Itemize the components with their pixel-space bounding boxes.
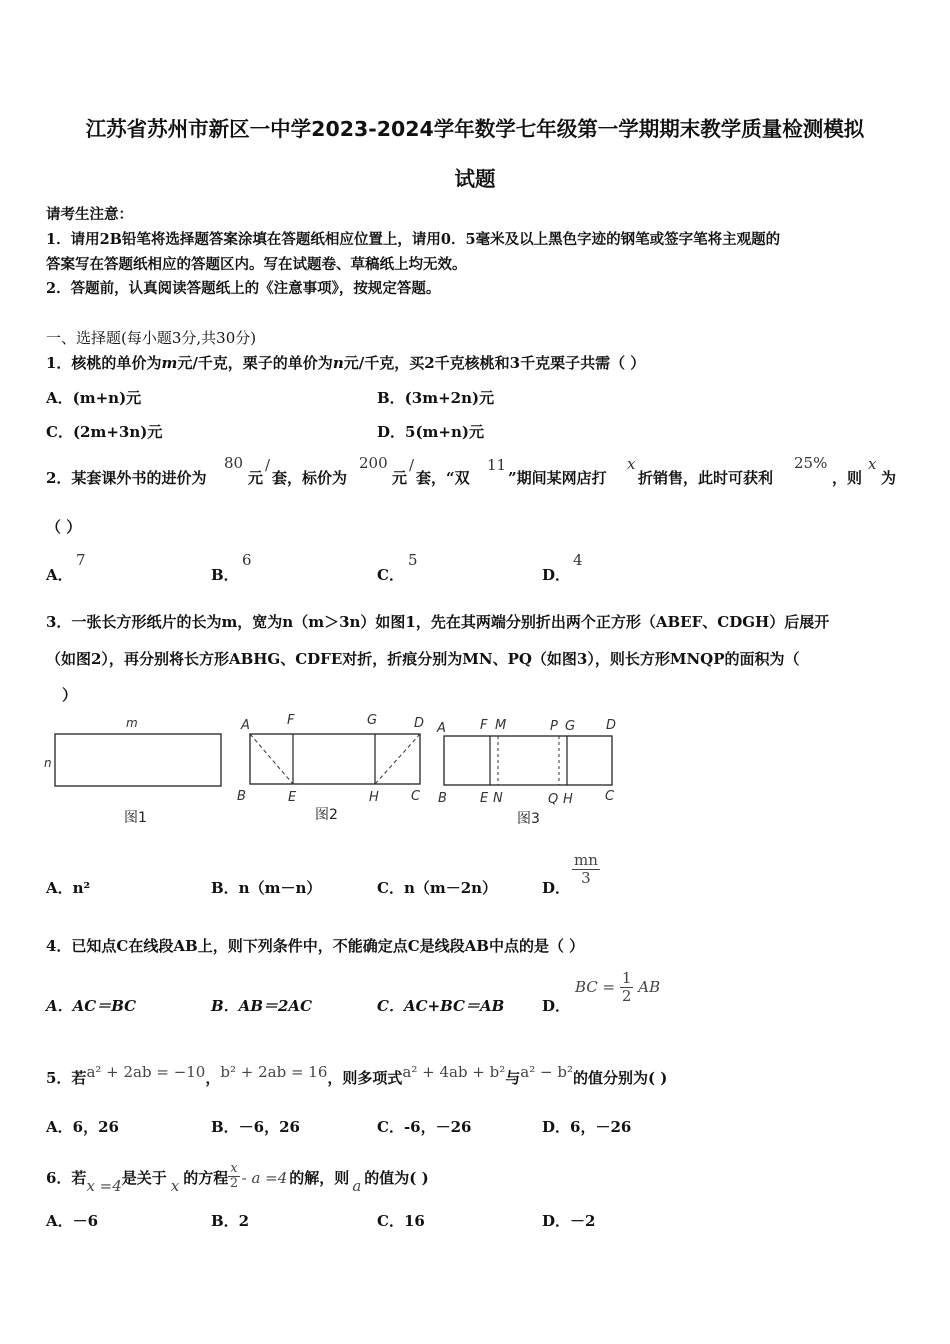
svg-text:F: F: [287, 713, 295, 728]
q3-option-c[interactable]: C．n（m－2n）: [377, 879, 498, 897]
svg-text:B: B: [438, 791, 447, 806]
q5-option-a[interactable]: A．6，26: [46, 1118, 119, 1136]
q1-text-2: 元/千克，栗子的单价为: [177, 354, 333, 372]
q2-option-b-value: 6: [242, 551, 252, 569]
q1-text-1: 1．核桃的单价为: [46, 354, 162, 372]
figure-3-caption: 图3: [517, 811, 540, 827]
q2-option-d[interactable]: [542, 564, 570, 585]
q2-price-200: 200: [359, 454, 388, 472]
q5-text-1: 5．若: [46, 1069, 87, 1087]
q4-option-a[interactable]: A．AC＝BC: [46, 997, 137, 1015]
q2-text-3: 套，标价为: [272, 469, 348, 487]
q6-text-1: 6．若: [46, 1168, 87, 1187]
svg-text:H: H: [563, 792, 573, 807]
svg-text:D: D: [606, 718, 617, 733]
page-title: 江苏省苏州市新区一中学2023-2024学年数学七年级第一学期期末教学质量检测模拟: [85, 117, 865, 141]
q2-var-x1: x: [627, 455, 636, 473]
q3-option-d[interactable]: [542, 877, 570, 898]
q5-text-4: 与: [505, 1069, 521, 1087]
q2-option-a-label: A．: [46, 566, 73, 584]
q2-option-c-label: C．: [377, 566, 404, 584]
q4-d-pre: BC =: [575, 978, 616, 996]
q6-option-c[interactable]: C．16: [377, 1212, 425, 1230]
svg-text:B: B: [237, 789, 246, 804]
notice-item-2: 2．答题前，认真阅读答题纸上的《注意事项》，按规定答题。: [46, 280, 441, 297]
q2-option-a-value: 7: [76, 551, 86, 569]
q2-profit: 25%: [794, 454, 828, 472]
svg-text:E: E: [288, 790, 297, 805]
q4-d-denominator: 2: [621, 986, 632, 1005]
question-3-line-1: 3．一张长方形纸片的长为m，宽为n（m＞3n）如图1，先在其两端分别折出两个正方形（ABEF、CDGH）后展开: [46, 613, 830, 631]
q4-option-c[interactable]: C．AC+BC＝AB: [377, 997, 505, 1015]
q4-option-d[interactable]: [542, 995, 570, 1016]
svg-text:F: F: [480, 718, 488, 733]
q6-option-b[interactable]: B．2: [211, 1212, 250, 1230]
q3-option-a[interactable]: A．n²: [46, 879, 91, 897]
q5-option-c[interactable]: C．-6，－26: [377, 1118, 472, 1136]
q6-option-d[interactable]: D．－2: [542, 1212, 596, 1230]
q1-option-d[interactable]: D．5(m+n)元: [377, 423, 484, 441]
q2-text-8: ，则: [832, 469, 863, 487]
svg-text:D: D: [414, 716, 425, 731]
q2-option-c[interactable]: [377, 564, 404, 585]
figure-2-caption: 图2: [315, 807, 338, 823]
svg-text:C: C: [605, 789, 615, 804]
q3-d-numerator: mn: [574, 851, 598, 869]
q5-text-3: ，则多项式: [327, 1069, 403, 1087]
q1-option-a[interactable]: A．(m+n)元: [46, 389, 142, 407]
q3-option-d-fraction: [572, 852, 600, 886]
q4-d-numerator: 1: [621, 969, 632, 987]
q6-expr-4: a: [352, 1176, 362, 1195]
svg-text:P: P: [550, 719, 558, 734]
q2-var-x2: x: [868, 455, 877, 473]
figure-1-label-n: n: [44, 756, 52, 770]
q2-price-80: 80: [224, 454, 244, 472]
q2-option-a[interactable]: [46, 564, 73, 585]
q2-eleven: 11: [487, 456, 507, 474]
q2-text-9: 为: [881, 469, 897, 487]
svg-text:C: C: [411, 789, 421, 804]
q2-text-7: 折销售，此时可获利: [638, 469, 774, 487]
q5-option-d[interactable]: D．6，－26: [542, 1118, 632, 1136]
question-6: [46, 1161, 429, 1195]
figure-2: [237, 713, 424, 823]
q2-option-b-label: B．: [211, 566, 239, 584]
q5-text-2: ，: [205, 1069, 221, 1087]
q5-expr-1: a² + 2ab = −10: [86, 1063, 206, 1081]
notice-item-1a: 1．请用2B铅笔将选择题答案涂填在答题纸相应位置上，请用0．5毫米及以上黑色字迹的钢笔或签字笔将主观题的: [46, 231, 781, 248]
q1-text-3: 元/千克，买2千克核桃和3千克栗子共需（ ）: [343, 354, 646, 372]
svg-text:Q: Q: [548, 792, 559, 807]
figure-1: [44, 716, 221, 826]
q1-var-m: m: [161, 354, 178, 372]
q5-text-5: 的值分别为( ): [572, 1069, 668, 1087]
q5-expr-2: b² + 2ab = 16: [220, 1063, 328, 1081]
q6-frac-den: 2: [229, 1176, 239, 1192]
q3-figures: [40, 710, 640, 830]
q5-expr-4: a² − b²: [520, 1063, 573, 1081]
svg-text:M: M: [495, 718, 507, 733]
q4-option-d-math: [575, 970, 660, 1004]
q6-text-2: 是关于: [121, 1168, 167, 1187]
q2-paren: （ ）: [46, 518, 82, 536]
notice-item-1b: 答案写在答题纸相应的答题区内。写在试题卷、草稿纸上均无效。: [46, 256, 467, 273]
q2-option-b[interactable]: [211, 564, 239, 585]
q2-slash-1: /: [265, 456, 271, 474]
q6-text-3: 的方程: [183, 1168, 229, 1187]
svg-text:G: G: [367, 713, 378, 728]
q2-unit-1: 元: [248, 469, 264, 487]
q6-text-5: 的值为( ): [364, 1168, 429, 1187]
svg-text:A: A: [437, 721, 446, 736]
question-5: [46, 1063, 668, 1088]
q4-d-post: AB: [638, 978, 661, 996]
question-4: 4．已知点C在线段AB上，则下列条件中，不能确定点C是线段AB中点的是（ ）: [46, 937, 585, 955]
q6-text-4: 的解，则: [289, 1168, 350, 1187]
q3-option-d-label: D．: [542, 879, 571, 897]
question-1: [46, 352, 645, 373]
svg-text:G: G: [565, 719, 576, 734]
q2-text-5: 套，“双: [416, 469, 470, 487]
section-heading: 一、选择题(每小题3分,共30分): [46, 329, 257, 347]
q1-option-b[interactable]: B．(3m+2n)元: [377, 389, 495, 407]
page-title-line2: 试题: [454, 167, 496, 191]
q6-expr-1: x =4: [86, 1176, 122, 1195]
q2-slash-2: /: [409, 456, 415, 474]
q6-expr-2: x: [170, 1176, 180, 1195]
q5-option-b[interactable]: B．－6，26: [211, 1118, 300, 1136]
q3-option-b[interactable]: B．n（m－n）: [211, 879, 322, 897]
question-2-text-1: 2．某套课外书的进价为: [46, 469, 207, 487]
svg-text:E: E: [480, 791, 489, 806]
q4-option-d-label: D．: [542, 997, 571, 1015]
q2-text-6: ”期间某网店打: [508, 469, 607, 487]
q6-frac-num: x: [230, 1161, 238, 1176]
figure-3: [436, 718, 616, 827]
q1-option-c[interactable]: C．(2m+3n)元: [46, 423, 163, 441]
q3-d-denominator: 3: [581, 868, 591, 887]
question-3-line-2: （如图2），再分别将长方形ABHG、CDFE对折，折痕分别为MN、PQ（如图3），则长方形MNQP的面积为（: [46, 650, 800, 668]
figure-1-label-m: m: [126, 716, 138, 730]
q2-unit-2: 元: [392, 469, 408, 487]
svg-text:H: H: [369, 790, 379, 805]
q2-option-d-label: D．: [542, 566, 571, 584]
question-3-line-3: ）: [62, 686, 78, 704]
q1-var-n: n: [332, 354, 344, 372]
figure-1-caption: 图1: [124, 810, 147, 826]
q6-expr-3: - a =4: [241, 1168, 288, 1187]
q5-expr-3: a² + 4ab + b²: [402, 1063, 506, 1081]
q6-option-a[interactable]: A．－6: [46, 1212, 99, 1230]
svg-text:N: N: [493, 791, 503, 806]
q2-option-c-value: 5: [408, 551, 418, 569]
svg-text:A: A: [241, 718, 250, 733]
q4-option-b[interactable]: B．AB＝2AC: [211, 997, 313, 1015]
notice-heading: 请考生注意：: [46, 206, 133, 223]
q2-option-d-value: 4: [573, 551, 583, 569]
